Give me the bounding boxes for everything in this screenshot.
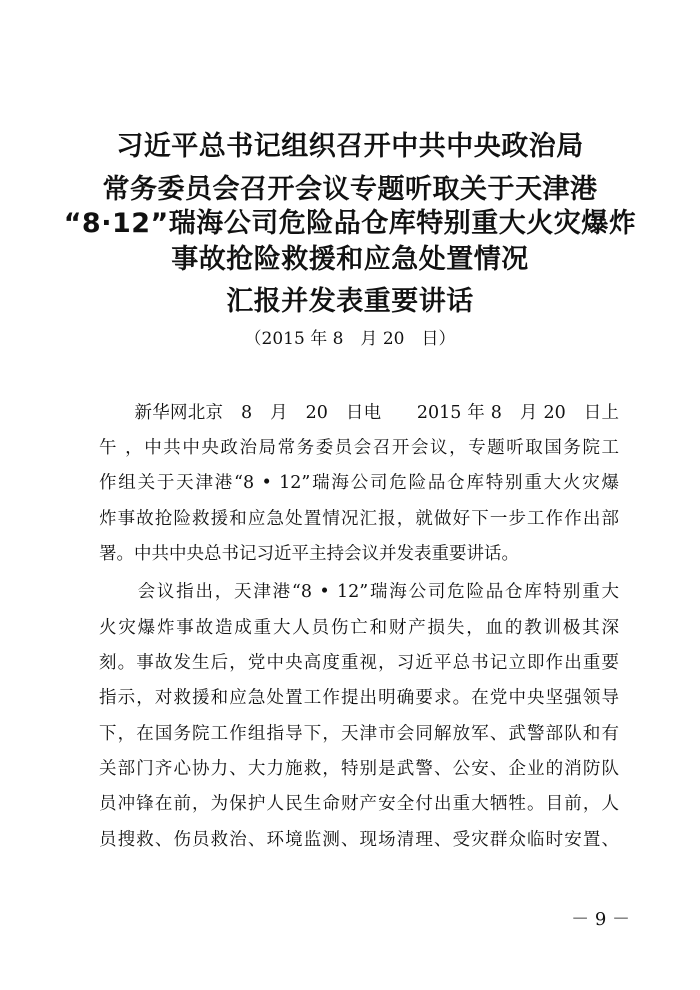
body-line: 会议指出，天津港“8 • 12”瑞海公司危险品仓库特别重大 [99,582,619,602]
body-line: 新华网北京 8 月 20 日电 2015 年 8 月 20 日上 [99,403,619,423]
document-title-line-2: 常务委员会召开会议专题听取关于天津港 [102,174,598,205]
body-line: 指示，对救援和应急处置工作提出明确要求。在党中央坚强领导 [99,688,619,708]
body-line: 员搜救、伤员救治、环境监测、现场清理、受灾群众临时安置、 [99,830,619,850]
body-line: 关部门齐心协力、大力施救，特别是武警、公安、企业的消防队 [99,759,619,779]
body-line: 作组关于天津港“8 • 12”瑞海公司危险品仓库特别重大火灾爆 [99,473,619,493]
document-title-line-4: 事故抢险救援和应急处置情况 [171,244,529,275]
document-title-line-1: 习近平总书记组织召开中共中央政治局 [116,131,584,162]
body-line: 刻。事故发生后，党中央高度重视，习近平总书记立即作出重要 [99,653,619,673]
document-date: （2015 年 8 月 20 日） [244,329,456,349]
body-line: 署。中共中央总书记习近平主持会议并发表重要讲话。 [99,544,519,564]
body-line: 炸事故抢险救援和应急处置情况汇报，就做好下一步工作作出部 [99,509,619,529]
page-number: － 9 － [571,909,630,930]
body-line: 下，在国务院工作组指导下，天津市会同解放军、武警部队和有 [99,724,619,744]
document-title-line-5: 汇报并发表重要讲话 [226,286,474,317]
body-line: 火灾爆炸事故造成重大人员伤亡和财产损失，血的教训极其深 [99,618,619,638]
body-line: 员冲锋在前，为保护人民生命财产安全付出重大牺牲。目前，人 [99,794,619,814]
document-title-line-3: “8·12”瑞海公司危险品仓库特别重大火灾爆炸 [63,208,637,239]
body-line: 午 ，中共中央政治局常务委员会召开会议，专题听取国务院工 [99,438,619,458]
